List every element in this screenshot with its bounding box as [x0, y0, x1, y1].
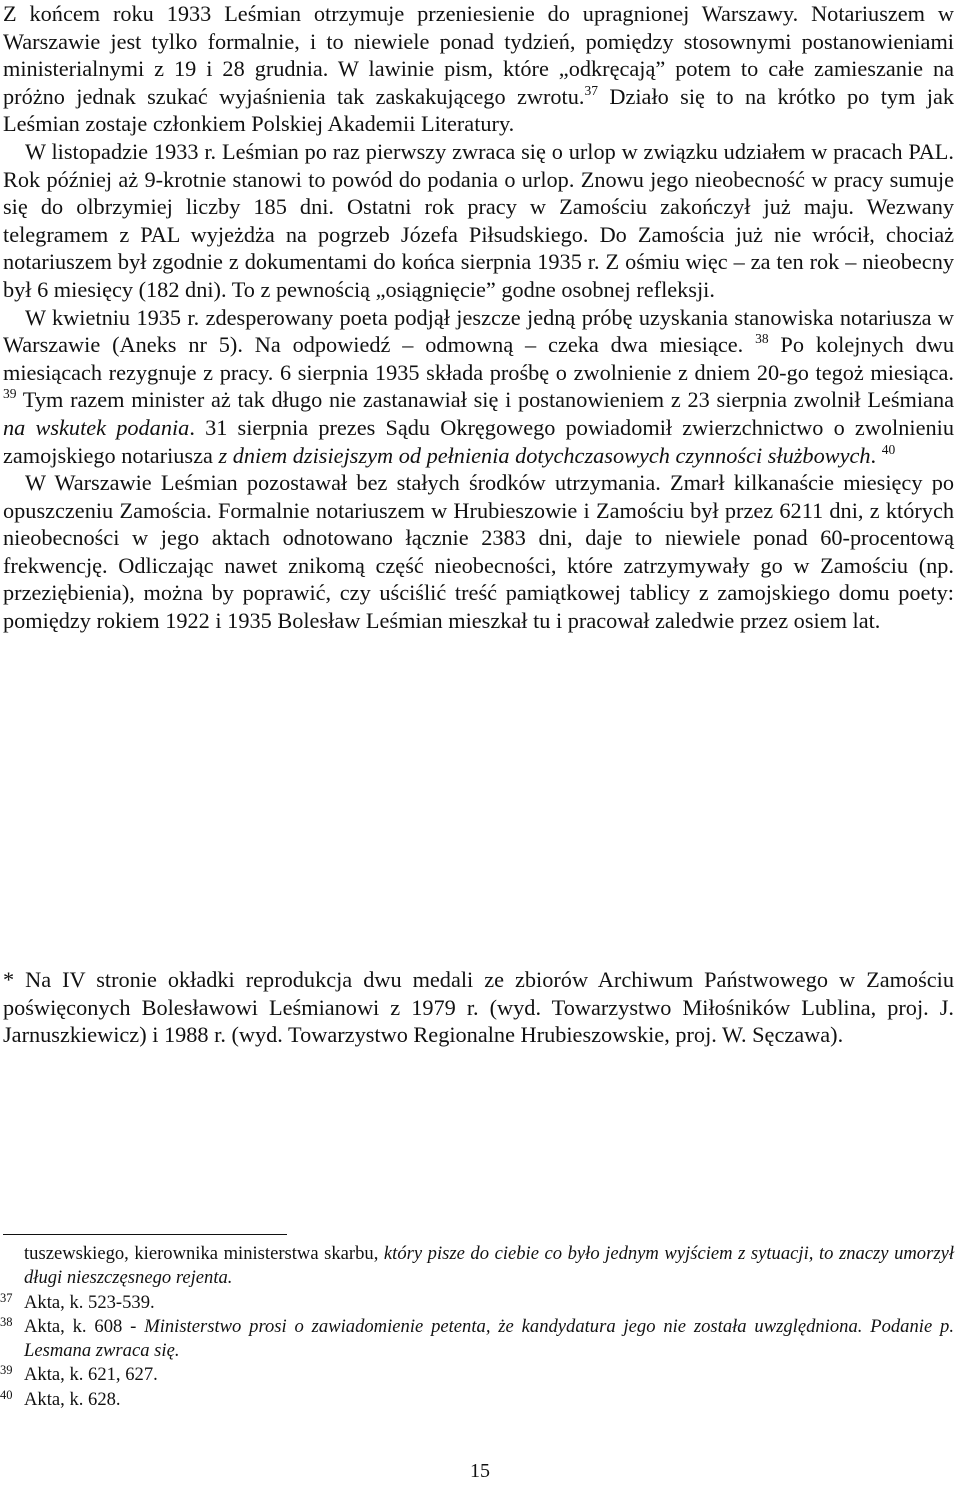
cover-note: * Na IV stronie okładki reprodukcja dwu medali ze zbiorów Archiwum Państwowego w Zamościu poświęconych Bolesławowi Leśmianowi z 1979 r. (wyd. Towarzystwo Miłośników Lublina, proj. J. Jarnuszkiewicz) i 1988 r. (wyd. Towarzystwo Regionalne Hrubieszowskie, proj. W. Sęczawa). — [3, 967, 954, 1048]
footnote-37 — [0, 1291, 954, 1315]
footnote-ref-40: 40 — [881, 441, 896, 457]
paragraph-3-italic-1: na wskutek podania — [3, 414, 190, 440]
paragraph-3 — [3, 304, 954, 470]
footnote-38 — [0, 1315, 954, 1364]
footnote-38-italic: Ministerstwo prosi o zawiadomienie petenta, że kandydatura jego nie została uwzględniona. Podanie p. Lesmana zwraca się. — [24, 1315, 954, 1362]
footnote-ref-38: 38 — [755, 331, 769, 347]
footnote-38-number: 38 — [0, 1314, 13, 1329]
paragraph-2: W listopadzie 1933 r. Leśmian po raz pierwszy zwraca się o urlop w związku udziałem w pracach PAL. Rok później aż 9-krotnie stanowi to powód do podania o urlop. Znowu jego nieobecność w pracy sumuje się do olbrzymiej liczby 185 dni. Ostatni rok pracy w Zamościu zakończył już maju. Wezwany telegramem z PAL wyjeżdża na pogrzeb Józefa Piłsudskiego. Do Zamościa już nie wrócił, chociaż notariuszem był zgodnie z dokumentami do końca sierpnia 1935 r. Z ośmiu więc – za ten rok – nieobecny był 6 miesięcy (182 dni). To z pewnością „osiągnięcie” godne osobnej refleksji. — [3, 138, 954, 302]
main-text — [3, 0, 954, 635]
footnote-38-text: Akta, k. 608 - — [24, 1315, 145, 1337]
paragraph-3-text-d: . 31 sierpnia prezes Sądu Okręgowego powiadomił zwierzchnictwo o zwolnieniu zamojskiego notariusza — [3, 414, 954, 468]
footnote-continuation-italic: który pisze do ciebie co było jednym wyjściem z sytuacji, to znaczy umorzył długi nieszczęsnego rejenta. — [24, 1243, 954, 1289]
paragraph-3-text-b: Po kolejnych dwu miesiącach rezygnuje z pracy. 6 sierpnia 1935 składa prośbę o zwolnienie z dniem 20-go tegoż miesiąca. — [3, 332, 954, 385]
footnote-37-text: Akta, k. 523-539. — [24, 1291, 155, 1313]
footnote-40-text: Akta, k. 628. — [24, 1388, 121, 1410]
footnote-39-text: Akta, k. 621, 627. — [24, 1364, 158, 1386]
footnote-39 — [0, 1363, 954, 1387]
footnote-39-number: 39 — [0, 1363, 13, 1378]
paragraph-3-italic-2: z dniem dzisiejszym od pełnienia dotychczasowych czynności służbowych — [218, 442, 871, 468]
footnotes — [0, 1242, 954, 1412]
paragraph-3-text-a: W kwietniu 1935 r. zdesperowany poeta podjął jeszcze jedną próbę uzyskania stanowiska notariusza w Warszawie (Aneks nr 5). Na odpowiedź – odmowną – czeka dwa miesiące. — [3, 304, 954, 358]
paragraph-3-text-c: Tym razem minister aż tak długo nie zastanawiał się i postanowieniem z 23 sierpnia zwolnił Leśmiana — [16, 387, 954, 413]
footnote-ref-37: 37 — [584, 82, 598, 98]
footnote-40 — [0, 1388, 954, 1412]
footnote-ref-39: 39 — [3, 386, 17, 402]
footnote-40-number: 40 — [0, 1387, 13, 1402]
footnote-37-number: 37 — [0, 1290, 13, 1305]
paragraph-4: W Warszawie Leśmian pozostawał bez stałych środków utrzymania. Zmarł kilkanaście miesięcy po opuszczeniu Zamościa. Formalnie notariuszem w Hrubieszowie i Zamościu był przez 6211 dni, z których nieobecności w jego aktach odnotowano łącznie 2383 dni, daje to niewiele ponad 60-procentową frekwencję. Odliczając nawet znikomą część nieobecności, które zatrzymywały go w Zamościu (np. przeziębienia), można by poprawić, czy uściślić treść pamiątkowej tablicy z zamojskiego domu poety: pomiędzy rokiem 1922 i 1935 Bolesław Leśmian mieszkał tu i pracował zaledwie przez osiem lat. — [3, 470, 954, 634]
footnote-continuation — [0, 1242, 954, 1291]
paragraph-1 — [3, 0, 954, 138]
paragraph-1-text-a: Z końcem roku 1933 Leśmian otrzymuje przeniesienie do upragnionej Warszawy. Notariuszem w Warszawie jest tylko formalnie, i to niewiele ponad tydzień, pomiędzy stosownymi postanowieniami ministerialnymi z 19 i 28 grudnia. W lawinie pism, które „odkręcają” potem to całe zamieszanie na próżno jednak szukać wyjaśnienia tak zaskakującego zwrotu. — [3, 1, 954, 109]
paragraph-1-text-b: Działo się to na krótko po tym jak Leśmian zostaje członkiem Polskiej Akademii Literatury. — [3, 83, 954, 137]
page-number: 15 — [470, 1460, 490, 1482]
footnote-separator — [3, 1234, 287, 1235]
paragraph-3-text-e: . — [870, 442, 877, 468]
footnote-continuation-text: tuszewskiego, kierownika ministerstwa skarbu, — [24, 1243, 384, 1264]
